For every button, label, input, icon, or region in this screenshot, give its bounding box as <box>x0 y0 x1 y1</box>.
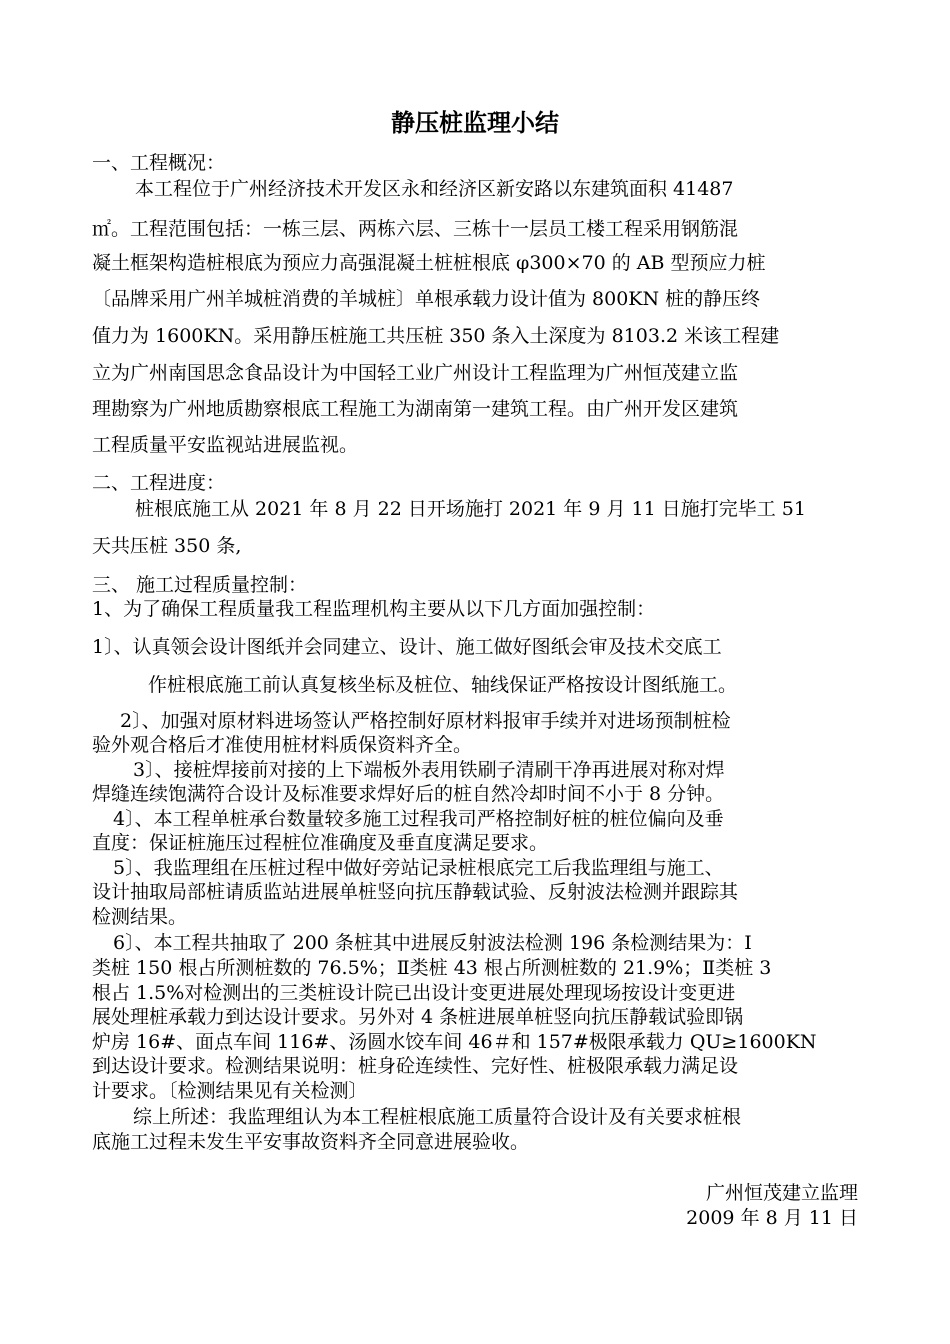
control-item-4: 4〕、本工程单桩承台数量较多施工过程我司严格控制好桩的桩位偏向及垂 <box>113 808 724 830</box>
section3-intro: 1、为了确保工程质量我工程监理机构主要从以下几方面加强控制： <box>92 598 656 620</box>
section2-line: 天共压桩 350 条, <box>92 535 242 557</box>
section1-line: 立为广州南国思念食品设计为中国轻工业广州设计工程监理为广州恒茂建立监 <box>92 362 739 384</box>
section1-line: 理勘察为广州地质勘察根底工程施工为湖南第一建筑工程。由广州开发区建筑 <box>92 398 739 420</box>
section1-line: 凝土框架构造桩根底为预应力高强混凝土桩桩根底 φ300×70 的 AB 型预应力桩 <box>92 252 766 274</box>
control-item-6: 根占 1.5%对检测出的三类桩设计院已出设计变更进展处理现场按设计变更进 <box>92 982 736 1004</box>
control-item-5: 设计抽取局部桩请质监站进展单桩竖向抗压静载试验、反射波法检测并跟踪其 <box>92 881 739 903</box>
control-item-3: 3〕、接桩焊接前对接的上下端板外表用铁刷子清刷干净再进展对称对焊 <box>133 759 725 781</box>
section1-line: 值力为 1600KN。采用静压桩施工共压桩 350 条入土深度为 8103.2 米该工程建 <box>92 325 780 347</box>
document-title: 静压桩监理小结 <box>391 108 559 137</box>
section1-line: 本工程位于广州经济技术开发区永和经济区新安路以东建筑面积 41487 <box>135 178 734 200</box>
control-item-6: 展处理桩承载力到达设计要求。另外对 4 条桩进展单桩竖向抗压静载试验即锅 <box>92 1006 744 1028</box>
summary-paragraph: 综上所述：我监理组认为本工程桩根底施工质量符合设计及有关要求桩根 <box>133 1106 742 1128</box>
control-item-3: 焊缝连续饱满符合设计及标准要求焊好后的桩自然冷却时间不小于 8 分钟。 <box>92 783 725 805</box>
control-item-6: 计要求。〔检测结果见有关检测〕 <box>92 1080 368 1102</box>
section2-heading: 二、工程进度： <box>92 472 226 494</box>
section1-line: 〔品牌采用广州羊城桩消费的羊城桩〕单根承载力设计值为 800KN 桩的静压终 <box>92 288 761 310</box>
control-item-6: 6〕、本工程共抽取了 200 条桩其中进展反射波法检测 196 条检测结果为：Ⅰ <box>113 932 752 954</box>
section1-line: 工程质量平安监视站进展监视。 <box>92 434 359 456</box>
control-item-5: 检测结果。 <box>92 906 188 928</box>
signature-org: 广州恒茂建立监理 <box>705 1182 858 1204</box>
control-item-1: 作桩根底施工前认真复核坐标及桩位、轴线保证严格按设计图纸施工。 <box>148 674 738 696</box>
section1-line: ㎡。工程范围包括：一栋三层、两栋六层、三栋十一层员工楼工程采用钢筋混 <box>92 218 739 240</box>
control-item-2: 2〕、加强对原材料进场签认严格控制好原材料报审手续并对进场预制桩检 <box>120 710 731 732</box>
control-item-6: 类桩 150 根占所测桩数的 76.5%；Ⅱ类桩 43 根占所测桩数的 21.9%；Ⅱ类桩 3 <box>92 957 772 979</box>
section1-heading: 一、工程概况： <box>92 152 226 174</box>
control-item-2: 验外观合格后才准使用桩材料质保资料齐全。 <box>92 734 473 756</box>
control-item-6: 到达设计要求。检测结果说明：桩身砼连续性、完好性、桩极限承载力满足设 <box>92 1055 739 1077</box>
control-item-6: 炉房 16#、面点车间 116#、汤圆水饺车间 46＃和 157#极限承载力 QU≥1600KN <box>92 1031 817 1053</box>
section2-line: 桩根底施工从 2021 年 8 月 22 日开场施打 2021 年 9 月 11 日施打完毕工 51 <box>135 498 806 520</box>
control-item-5: 5〕、我监理组在压桩过程中做好旁站记录桩根底完工后我监理组与施工、 <box>113 857 724 879</box>
summary-paragraph: 底施工过程未发生平安事故资料齐全同意进展验收。 <box>92 1131 530 1153</box>
section3-heading: 三、 施工过程质量控制： <box>92 574 308 596</box>
control-item-1: 1〕、认真领会设计图纸并会同建立、设计、施工做好图纸会审及技术交底工 <box>92 636 722 658</box>
control-item-4: 直度：保证桩施压过程桩位准确度及垂直度满足要求。 <box>92 832 549 854</box>
signature-date: 2009 年 8 月 11 日 <box>686 1207 858 1229</box>
